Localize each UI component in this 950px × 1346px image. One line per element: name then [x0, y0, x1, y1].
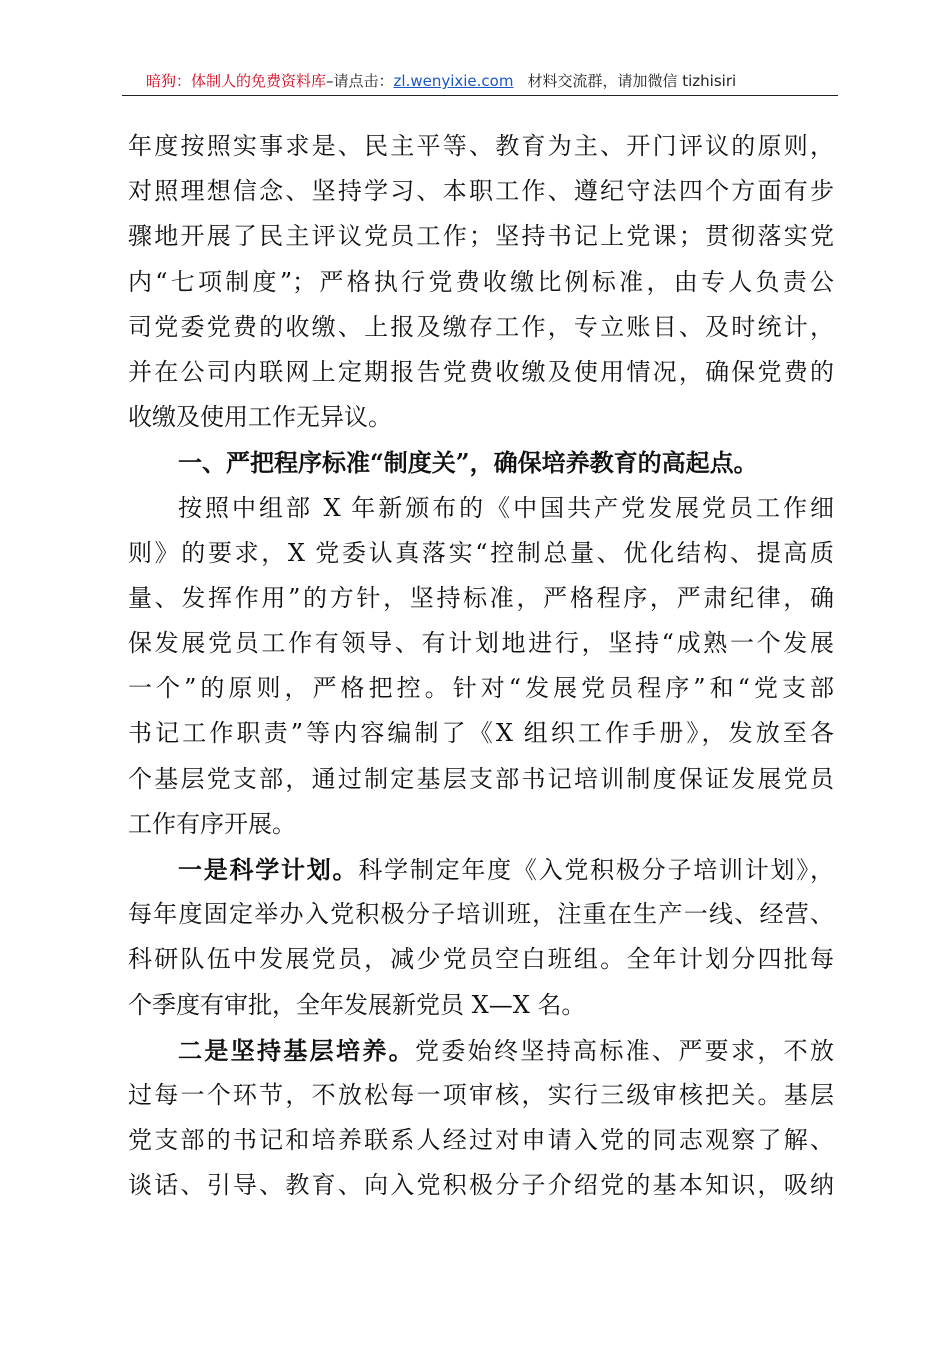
text-line: 党支部的书记和培养联系人经过对申请入党的同志观察了解、: [128, 1126, 834, 1155]
header-click-prefix: –请点击：: [326, 72, 394, 90]
paragraph-2: [128, 486, 834, 848]
text-line: 按照中组部 X 年新颁布的《中国共产党发展党员工作细: [178, 493, 834, 522]
paragraph-3-line1: 科学制定年度《入党积极分子培训计划》，: [358, 856, 834, 884]
paragraph-1: [128, 124, 834, 440]
text-line: 骤地开展了民主评议党员工作；坚持书记上党课；贯彻落实党: [128, 222, 834, 251]
text-line: [128, 1028, 834, 1073]
paragraph-4-line1: 党委始终坚持高标准、严要求，不放: [415, 1036, 834, 1065]
text-line: [128, 847, 834, 892]
text-line: 过每一个环节，不放松每一项审核，实行三级审核把关。基层: [128, 1080, 834, 1109]
text-line: 收缴及使用工作无异议。: [128, 403, 392, 432]
header-link[interactable]: zl.wenyixie.com: [393, 72, 514, 90]
text-line: 每年度固定举办入党积极分子培训班，注重在生产一线、经营、: [128, 900, 834, 929]
text-line: 科研队伍中发展党员，减少党员空白班组。全年计划分四批每: [128, 945, 834, 974]
text-line: 内“七项制度”；严格执行党费收缴比例标准，由专人负责公: [128, 267, 834, 296]
paragraph-4-lead: 二是坚持基层培养。: [178, 1035, 415, 1065]
page-header: [122, 70, 838, 96]
text-line: 工作有序开展。: [128, 809, 296, 838]
text-line: 并在公司内联网上定期报告党费收缴及使用情况，确保党费的: [128, 357, 834, 386]
paragraph-3-lead: 一是科学计划。: [178, 855, 359, 884]
header-brand: 暗狗：体制人的免费资料库: [146, 72, 327, 90]
paragraph-3: [128, 847, 834, 1028]
text-line: 一个”的原则，严格把控。针对“发展党员程序”和“党支部: [128, 674, 834, 703]
text-line: 量、发挥作用”的方针，坚持标准，严格程序，严肃纪律，确: [128, 583, 834, 612]
text-line: 个季度有审批，全年发展新党员 X—X 名。: [128, 990, 586, 1019]
text-line: 则》的要求，X 党委认真落实“控制总量、优化结构、提高质: [128, 538, 834, 567]
text-line: 年度按照实事求是、民主平等、教育为主、开门评议的原则，: [128, 132, 834, 160]
document-body: [128, 124, 834, 1209]
text-line: 保发展党员工作有领导、有计划地进行，坚持“成熟一个发展: [128, 629, 834, 658]
text-line: 司党委党费的收缴、上报及缴存工作，专立账目、及时统计，: [128, 312, 834, 341]
section-heading-1: 一、严把程序标准“制度关”，确保培养教育的高起点。: [178, 448, 758, 478]
text-line: 谈话、引导、教育、向入党积极分子介绍党的基本知识，吸纳: [128, 1171, 834, 1200]
text-line: 对照理想信念、坚持学习、本职工作、遵纪守法四个方面有步: [128, 177, 834, 206]
header-contact: 材料交流群，请加微信 tizhisiri: [527, 72, 737, 90]
text-line: 书记工作职责”等内容编制了《X 组织工作手册》，发放至各: [128, 719, 834, 748]
text-line: 个基层党支部，通过制定基层支部书记培训制度保证发展党员: [128, 764, 834, 793]
paragraph-4: [128, 1028, 834, 1209]
